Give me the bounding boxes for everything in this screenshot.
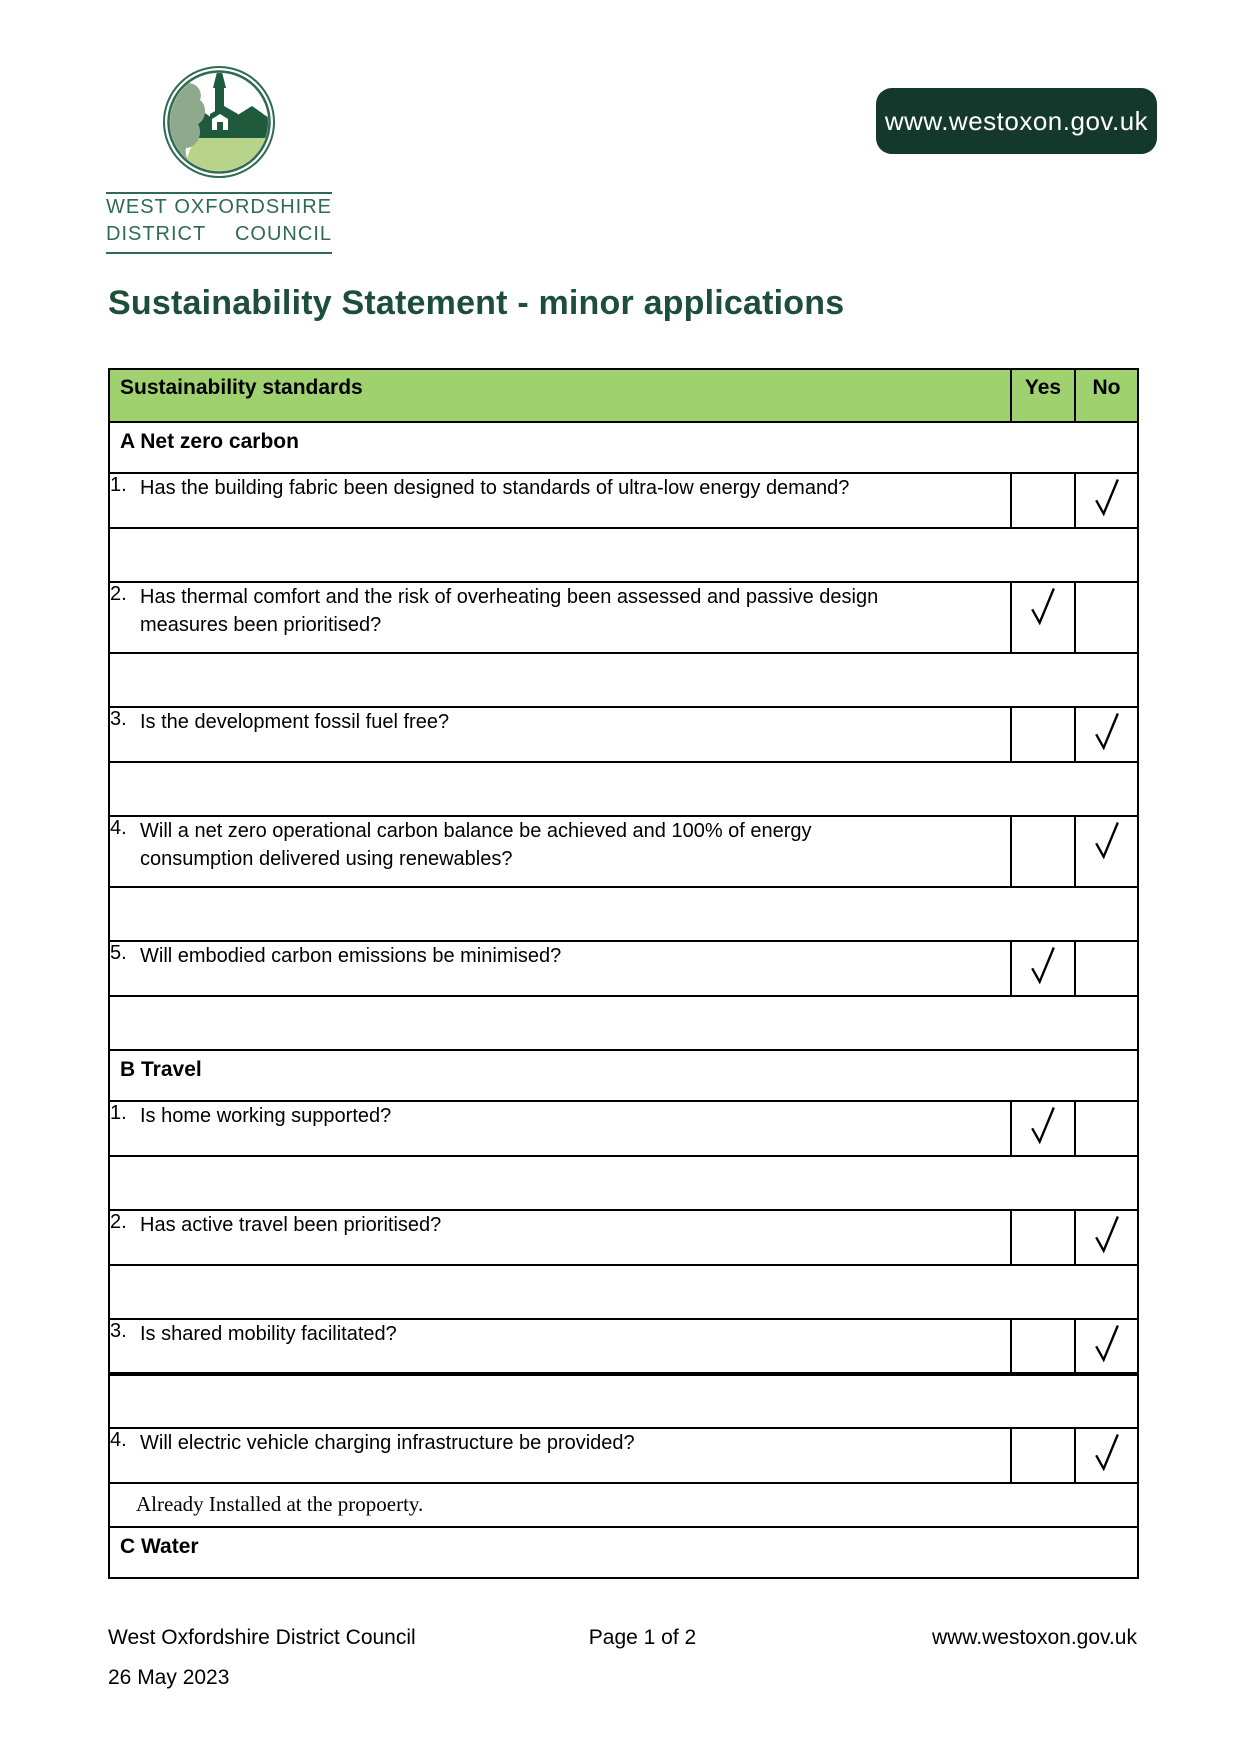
- question-text: Will a net zero operational carbon balance be achieved and 100% of energy consumption delivered using renewables?: [140, 820, 812, 871]
- question-row: [109, 707, 1138, 762]
- question-row: [109, 1210, 1138, 1265]
- no-cell[interactable]: [1075, 707, 1138, 762]
- check-icon: [1092, 710, 1122, 752]
- check-icon: [1092, 476, 1122, 518]
- question-number: 3.: [110, 708, 127, 730]
- no-cell[interactable]: [1075, 582, 1138, 653]
- question-text: Will embodied carbon emissions be minimised?: [140, 945, 562, 967]
- council-logo: [106, 56, 332, 254]
- blank-answer-row[interactable]: [109, 1265, 1138, 1319]
- question-text: Has thermal comfort and the risk of overheating been assessed and passive design measures been prioritised?: [140, 586, 879, 637]
- logo-org-line2: DISTRICT COUNCIL: [106, 223, 332, 245]
- column-header-standards: Sustainability standards: [109, 369, 1011, 422]
- sustainability-standards-table: [108, 368, 1139, 1579]
- no-cell[interactable]: [1075, 473, 1138, 528]
- question-text: Is the development fossil fuel free?: [140, 711, 450, 733]
- yes-cell[interactable]: [1011, 816, 1075, 887]
- question-number: 5.: [110, 942, 127, 964]
- question-row: [109, 1101, 1138, 1156]
- blank-answer-row[interactable]: [109, 653, 1138, 707]
- table-header-row: [109, 369, 1138, 422]
- question-row: [109, 582, 1138, 653]
- section-row-a: [109, 422, 1138, 473]
- blank-answer-row[interactable]: [109, 1374, 1138, 1428]
- blank-answer-row[interactable]: [109, 528, 1138, 582]
- blank-answer-row[interactable]: [109, 1156, 1138, 1210]
- check-icon: [1092, 1322, 1122, 1364]
- yes-cell[interactable]: [1011, 1428, 1075, 1483]
- logo-org-line1: WEST OXFORDSHIRE: [106, 196, 332, 218]
- blank-answer-row[interactable]: [109, 996, 1138, 1050]
- yes-cell[interactable]: [1011, 941, 1075, 996]
- check-icon: [1092, 1213, 1122, 1255]
- question-row: [109, 1428, 1138, 1483]
- blank-answer-row[interactable]: [109, 887, 1138, 941]
- question-row: [109, 473, 1138, 528]
- no-cell[interactable]: [1075, 941, 1138, 996]
- check-icon: [1028, 585, 1058, 627]
- footer-page-number: Page 1 of 2: [588, 1626, 697, 1649]
- question-number: 2.: [110, 1211, 127, 1233]
- question-text: Has active travel been prioritised?: [140, 1214, 442, 1236]
- question-number: 3.: [110, 1320, 127, 1342]
- question-row: [109, 941, 1138, 996]
- question-text: Has the building fabric been designed to standards of ultra-low energy demand?: [140, 477, 850, 499]
- no-cell[interactable]: [1075, 1210, 1138, 1265]
- question-number: 1.: [110, 474, 127, 496]
- question-row: [109, 816, 1138, 887]
- yes-cell[interactable]: [1011, 1319, 1075, 1374]
- page-title: Sustainability Statement - minor applications: [108, 284, 845, 322]
- column-header-no: No: [1075, 369, 1138, 422]
- yes-cell[interactable]: [1011, 707, 1075, 762]
- yes-cell[interactable]: [1011, 582, 1075, 653]
- check-icon: [1092, 819, 1122, 861]
- question-number: 4.: [110, 1429, 127, 1451]
- section-label: C Water: [109, 1527, 1138, 1578]
- no-cell[interactable]: [1075, 1101, 1138, 1156]
- footer-date: 26 May 2023: [108, 1665, 230, 1689]
- footer-org: West Oxfordshire District Council: [108, 1626, 416, 1649]
- note-answer-row[interactable]: [109, 1483, 1138, 1527]
- page-footer: [108, 1618, 1137, 1698]
- question-number: 4.: [110, 817, 127, 839]
- no-cell[interactable]: [1075, 1319, 1138, 1374]
- check-icon: [1092, 1431, 1122, 1473]
- yes-cell[interactable]: [1011, 1210, 1075, 1265]
- question-number: 1.: [110, 1102, 127, 1124]
- question-text: Is home working supported?: [140, 1105, 392, 1127]
- question-number: 2.: [110, 583, 127, 605]
- answer-note-text: Already Installed at the propoerty.: [109, 1483, 1138, 1527]
- column-header-yes: Yes: [1011, 369, 1075, 422]
- question-text: Will electric vehicle charging infrastructure be provided?: [140, 1432, 635, 1454]
- section-label: B Travel: [109, 1050, 1138, 1101]
- council-crest-icon: [106, 56, 332, 188]
- yes-cell[interactable]: [1011, 1101, 1075, 1156]
- yes-cell[interactable]: [1011, 473, 1075, 528]
- check-icon: [1028, 944, 1058, 986]
- section-label: A Net zero carbon: [109, 422, 1138, 473]
- check-icon: [1028, 1104, 1058, 1146]
- section-row-b: [109, 1050, 1138, 1101]
- no-cell[interactable]: [1075, 816, 1138, 887]
- footer-url[interactable]: www.westoxon.gov.uk: [931, 1626, 1137, 1649]
- blank-answer-row[interactable]: [109, 762, 1138, 816]
- question-row: [109, 1319, 1138, 1374]
- no-cell[interactable]: [1075, 1428, 1138, 1483]
- section-row-c: [109, 1527, 1138, 1578]
- website-url-badge[interactable]: www.westoxon.gov.uk: [876, 88, 1157, 154]
- logo-bottom-rule: [106, 252, 332, 254]
- question-text: Is shared mobility facilitated?: [140, 1323, 397, 1345]
